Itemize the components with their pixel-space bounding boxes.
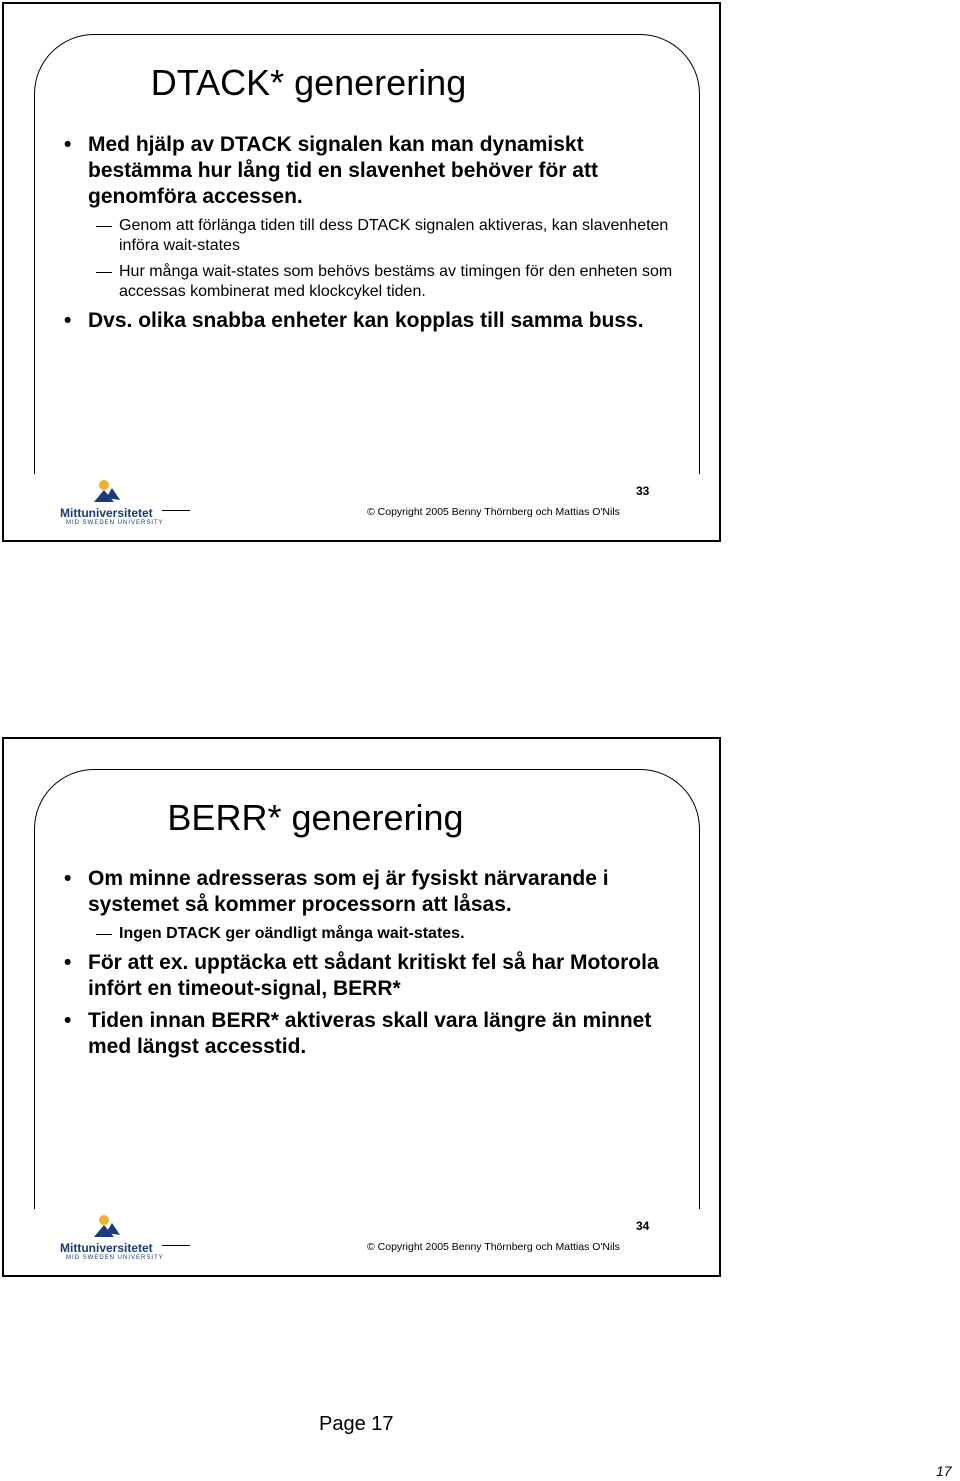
logo-icon — [92, 1213, 122, 1241]
logo-subtitle: MID SWEDEN UNIVERSITY — [66, 520, 164, 526]
copyright-text: © Copyright 2005 Benny Thörnberg och Mattias O'Nils — [367, 1241, 620, 1253]
corner-page-number: 17 — [936, 1463, 952, 1479]
logo-name: Mittuniversitetet — [60, 1241, 153, 1255]
bullet-item: • Med hjälp av DTACK signalen kan man dynamiskt bestämma hur lång tid en slavenhet behöver för att genomföra accessen. — [62, 132, 682, 210]
sub-bullet-item: Genom att förlänga tiden till dess DTACK signalen aktiveras, kan slavenheten införa wait-states — [62, 216, 682, 256]
sub-bullet-item: Ingen DTACK ger oändligt många wait-states. — [62, 924, 682, 944]
slide-33 — [2, 2, 721, 542]
university-logo — [58, 1213, 162, 1261]
slide-page-number: 34 — [636, 1219, 650, 1233]
copyright-text: © Copyright 2005 Benny Thörnberg och Mattias O'Nils — [367, 506, 620, 518]
slide-body — [62, 132, 682, 340]
slide-page-number: 33 — [636, 484, 650, 498]
logo-subtitle: MID SWEDEN UNIVERSITY — [66, 1255, 164, 1261]
page-footer: Page 17 — [319, 1413, 394, 1435]
bullet-item: • Om minne adresseras som ej är fysiskt närvarande i systemet så kommer processorn att låsas. — [62, 866, 682, 918]
slide-title: BERR* generering — [167, 797, 464, 838]
bullet-item: • Tiden innan BERR* aktiveras skall vara längre än minnet med längst accesstid. — [62, 1008, 682, 1060]
footer-divider — [162, 1245, 190, 1246]
slide-body — [62, 866, 682, 1066]
bullet-item: • För att ex. upptäcka ett sådant kritiskt fel så har Motorola infört en timeout-signal, BERR* — [62, 950, 682, 1002]
sub-bullet-item: Hur många wait-states som behövs bestäms av timingen för den enheten som accessas kombinerat med klockcykel tiden. — [62, 262, 682, 302]
footer-divider — [162, 510, 190, 511]
slide-title: DTACK* generering — [150, 62, 467, 103]
logo-name: Mittuniversitetet — [60, 506, 153, 520]
university-logo — [58, 478, 162, 526]
bullet-item: • Dvs. olika snabba enheter kan kopplas till samma buss. — [62, 308, 682, 334]
slide-34 — [2, 737, 721, 1277]
logo-icon — [92, 478, 122, 506]
